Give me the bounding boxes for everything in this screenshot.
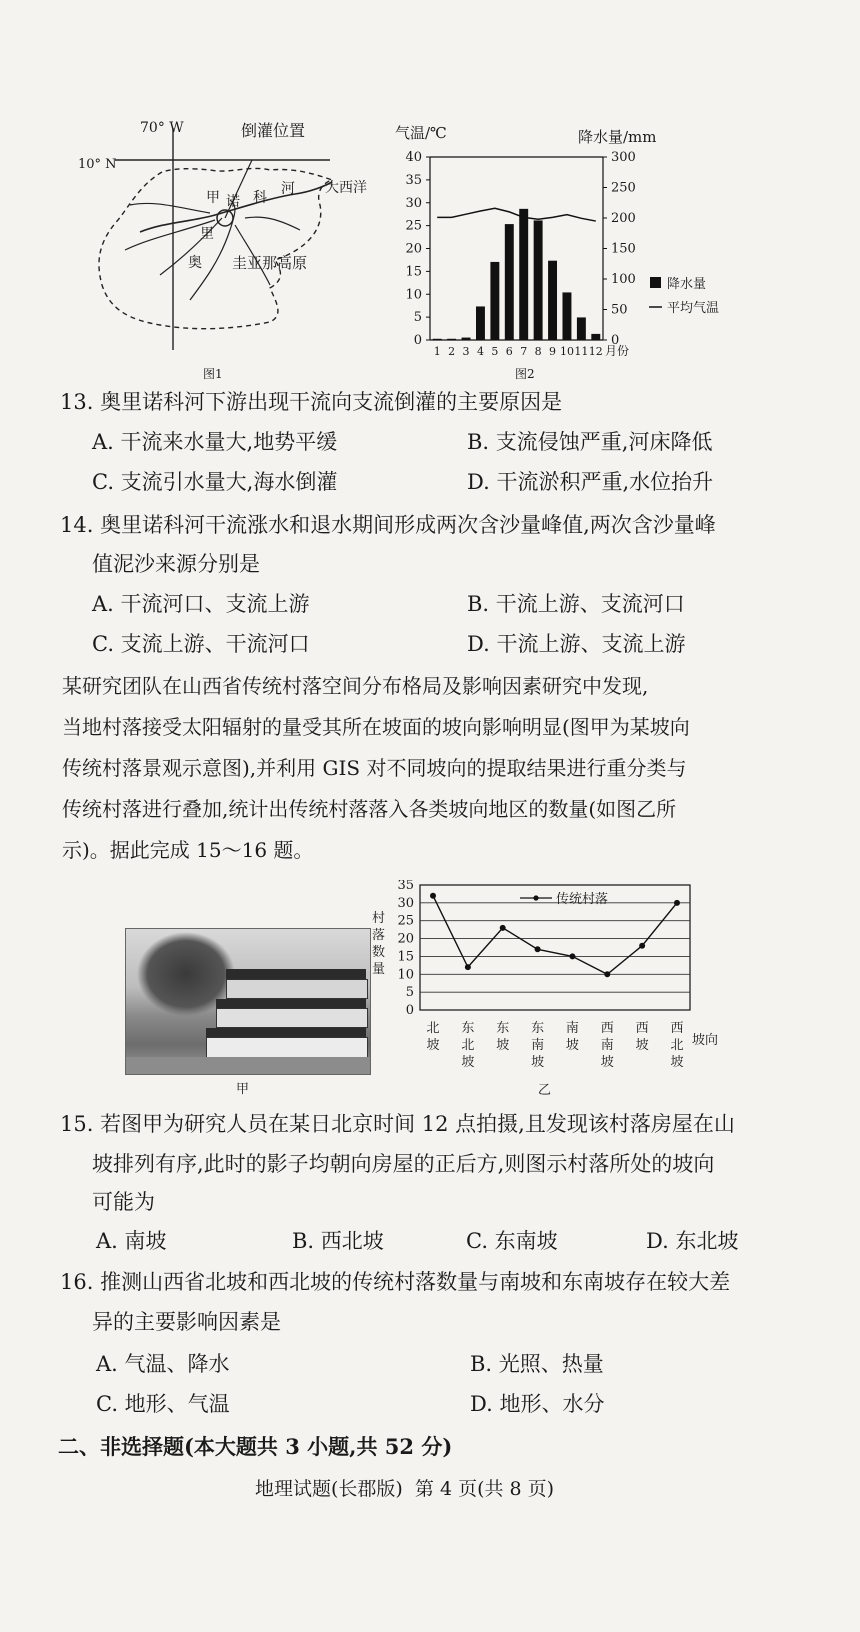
x-tick-label-char: 坡 xyxy=(461,1055,475,1070)
lon-label: 70° W xyxy=(140,120,184,136)
figure2-climate-chart xyxy=(385,120,760,382)
precip-bar xyxy=(534,220,543,340)
right-tick-label: 300 xyxy=(611,150,636,165)
passage-line-5: 示)。据此完成 15～16 题。 xyxy=(62,838,314,862)
legend-precip-label: 降水量 xyxy=(667,277,707,292)
x-tick-label-char: 北 xyxy=(461,1038,475,1053)
month-tick-label: 9 xyxy=(549,345,557,358)
q15-option-b[interactable]: B. 西北坡 xyxy=(292,1229,384,1253)
y-tick-label: 5 xyxy=(405,985,414,1001)
month-tick-label: 11 xyxy=(574,345,589,358)
xlabel: 坡向 xyxy=(692,1033,719,1048)
y-tick-label: 10 xyxy=(397,967,414,983)
fig-jia-caption: 甲 xyxy=(236,1082,250,1097)
ocean-label: 大西洋 xyxy=(325,180,367,196)
left-tick-label: 20 xyxy=(405,241,422,257)
q14-option-b[interactable]: B. 干流上游、支流河口 xyxy=(467,592,685,616)
passage-line-2: 当地村落接受太阳辐射的量受其所在坡面的坡向影响明显(图甲为某坡向 xyxy=(62,715,690,739)
month-tick-label: 8 xyxy=(534,345,542,358)
figure1-map xyxy=(70,110,370,380)
map-title: 倒灌位置 xyxy=(241,121,306,140)
village-count-point xyxy=(639,943,645,949)
legend-temp-label: 平均气温 xyxy=(667,301,720,316)
q13-option-a[interactable]: A. 干流来水量大,地势平缓 xyxy=(92,430,338,454)
ylabel-char-2: 落 xyxy=(372,928,386,943)
river-char-1: 甲 xyxy=(206,190,220,206)
precip-bar xyxy=(562,292,571,340)
x-tick-label-char: 坡 xyxy=(496,1038,510,1053)
q15-option-c[interactable]: C. 东南坡 xyxy=(466,1229,558,1253)
precip-bar xyxy=(490,262,499,340)
fig1-caption: 图1 xyxy=(203,367,223,380)
y-tick-label: 20 xyxy=(397,931,414,947)
right-tick-label: 50 xyxy=(611,302,628,318)
precip-bar xyxy=(447,339,456,340)
precip-bar xyxy=(462,338,471,340)
y-tick-label: 0 xyxy=(405,1003,414,1018)
page-footer: 地理试题(长郡版) 第 4 页(共 8 页) xyxy=(255,1478,555,1500)
river-char-5: 里 xyxy=(200,226,214,242)
left-tick-label: 10 xyxy=(405,287,422,303)
x-tick-label-char: 坡 xyxy=(426,1038,440,1053)
month-tick-label: 7 xyxy=(520,345,528,358)
left-axis-label: 气温/℃ xyxy=(395,124,447,142)
q16-option-d[interactable]: D. 地形、水分 xyxy=(470,1392,605,1416)
figure-yi-chart xyxy=(370,880,730,1100)
legend-label: 传统村落 xyxy=(556,892,609,907)
passage-line-3: 传统村落景观示意图),并利用 GIS 对不同坡向的提取结果进行重分类与 xyxy=(62,756,687,780)
village-count-point xyxy=(465,964,471,970)
passage-line-4: 传统村落进行叠加,统计出传统村落落入各类坡向地区的数量(如图乙所 xyxy=(62,797,677,821)
left-tick-label: 15 xyxy=(405,264,422,280)
x-tick-label-char: 南 xyxy=(531,1038,545,1053)
right-tick-label: 100 xyxy=(611,272,636,287)
x-tick-label-char: 坡 xyxy=(600,1055,614,1070)
month-tick-label: 10 xyxy=(559,345,574,358)
q13-option-c[interactable]: C. 支流引水量大,海水倒灌 xyxy=(92,470,338,494)
q15-stem-line2: 坡排列有序,此时的影子均朝向房屋的正后方,则图示村落所处的坡向 xyxy=(92,1152,715,1176)
village-count-point xyxy=(430,893,436,899)
x-tick-label-char: 南 xyxy=(600,1038,614,1053)
x-tick-label-char: 西 xyxy=(600,1021,614,1036)
village-count-point xyxy=(569,953,575,959)
precip-bar xyxy=(433,339,442,340)
river-char-4: 河 xyxy=(281,181,295,197)
q16-stem-line1: 16. 推测山西省北坡和西北坡的传统村落数量与南坡和东南坡存在较大差 xyxy=(60,1270,731,1294)
ylabel-char-1: 村 xyxy=(372,911,386,926)
left-tick-label: 5 xyxy=(413,310,422,326)
q13-option-d[interactable]: D. 干流淤积严重,水位抬升 xyxy=(467,470,714,494)
legend-marker xyxy=(533,895,538,900)
precip-bar xyxy=(591,334,600,340)
left-tick-label: 40 xyxy=(405,150,422,165)
q14-option-a[interactable]: A. 干流河口、支流上游 xyxy=(92,592,310,616)
q14-option-d[interactable]: D. 干流上游、支流上游 xyxy=(467,632,686,656)
left-tick-label: 30 xyxy=(405,195,422,211)
x-tick-label-char: 西 xyxy=(635,1021,649,1036)
x-tick-label-char: 北 xyxy=(426,1021,440,1036)
right-tick-label: 250 xyxy=(611,180,636,196)
ylabel-char-3: 数 xyxy=(372,945,386,960)
right-tick-label: 150 xyxy=(611,241,636,257)
y-tick-label: 25 xyxy=(397,913,414,929)
left-tick-label: 35 xyxy=(405,172,422,188)
x-tick-label-char: 南 xyxy=(565,1021,579,1036)
q16-stem-line2: 异的主要影响因素是 xyxy=(92,1310,281,1334)
q15-option-d[interactable]: D. 东北坡 xyxy=(646,1229,739,1253)
q16-option-c[interactable]: C. 地形、气温 xyxy=(96,1392,230,1416)
plateau-label: 圭亚那高原 xyxy=(232,254,308,272)
passage-line-1: 某研究团队在山西省传统村落空间分布格局及影响因素研究中发现, xyxy=(62,674,649,698)
month-tick-label: 1 xyxy=(433,345,441,358)
village-count-point xyxy=(535,946,541,952)
right-tick-label: 0 xyxy=(611,333,620,348)
right-axis-label: 降水量/mm xyxy=(578,128,657,146)
right-tick-label: 200 xyxy=(611,211,636,226)
q15-stem-line1: 15. 若图甲为研究人员在某日北京时间 12 点拍摄,且发现该村落房屋在山 xyxy=(60,1112,735,1136)
precip-bar xyxy=(519,209,528,340)
month-tick-label: 2 xyxy=(448,345,456,358)
month-tick-label: 4 xyxy=(476,345,484,358)
x-tick-label-char: 坡 xyxy=(531,1055,545,1070)
left-tick-label: 25 xyxy=(405,218,422,234)
x-tick-label-char: 东 xyxy=(531,1021,545,1036)
x-tick-label-char: 坡 xyxy=(670,1055,684,1070)
q16-option-b[interactable]: B. 光照、热量 xyxy=(470,1352,604,1376)
precip-bar xyxy=(548,261,557,340)
ylabel-char-4: 量 xyxy=(372,962,386,977)
precip-bar xyxy=(577,317,586,340)
river-char-3: 科 xyxy=(253,190,267,206)
legend-bar-swatch xyxy=(650,277,661,288)
village-count-point xyxy=(674,900,680,906)
month-axis-label: 月份 xyxy=(605,344,630,358)
left-tick-label: 0 xyxy=(413,333,422,348)
q13-option-b[interactable]: B. 支流侵蚀严重,河床降低 xyxy=(467,430,713,454)
month-tick-label: 6 xyxy=(505,345,513,358)
month-tick-label: 5 xyxy=(491,345,499,358)
x-tick-label-char: 坡 xyxy=(565,1038,579,1053)
q15-stem-line3: 可能为 xyxy=(92,1190,155,1214)
y-tick-label: 15 xyxy=(397,949,414,965)
village-count-point xyxy=(500,925,506,931)
x-tick-label-char: 西 xyxy=(670,1021,684,1036)
q14-stem-line1: 14. 奥里诺科河干流涨水和退水期间形成两次含沙量峰值,两次含沙量峰 xyxy=(60,513,716,537)
x-tick-label-char: 东 xyxy=(496,1021,510,1036)
month-tick-label: 12 xyxy=(588,345,603,358)
river-char-2: 诺 xyxy=(226,194,240,210)
temperature-line xyxy=(437,208,596,221)
x-tick-label-char: 东 xyxy=(461,1021,475,1036)
q14-option-c[interactable]: C. 支流上游、干流河口 xyxy=(92,632,310,656)
fig2-caption: 图2 xyxy=(515,367,535,381)
y-tick-label: 35 xyxy=(397,880,414,893)
fig-yi-caption: 乙 xyxy=(538,1083,552,1098)
q15-option-a[interactable]: A. 南坡 xyxy=(96,1229,167,1253)
q16-option-a[interactable]: A. 气温、降水 xyxy=(96,1352,230,1376)
village-photo xyxy=(125,928,371,1075)
plot-frame xyxy=(420,885,690,1010)
y-tick-label: 30 xyxy=(397,895,414,911)
q13-stem: 13. 奥里诺科河下游出现干流向支流倒灌的主要原因是 xyxy=(60,390,563,414)
section2-heading: 二、非选择题(本大题共 3 小题,共 52 分) xyxy=(58,1434,453,1459)
q14-stem-line2: 值泥沙来源分别是 xyxy=(92,552,260,576)
precip-bar xyxy=(505,224,514,340)
lat-label: 10° N xyxy=(78,157,117,172)
village-count-line xyxy=(433,896,677,975)
x-tick-label-char: 坡 xyxy=(635,1038,649,1053)
month-tick-label: 3 xyxy=(462,345,470,358)
x-tick-label-char: 北 xyxy=(670,1038,684,1053)
river-char-6: 奥 xyxy=(188,255,202,271)
village-count-point xyxy=(604,971,610,977)
precip-bar xyxy=(476,306,485,340)
